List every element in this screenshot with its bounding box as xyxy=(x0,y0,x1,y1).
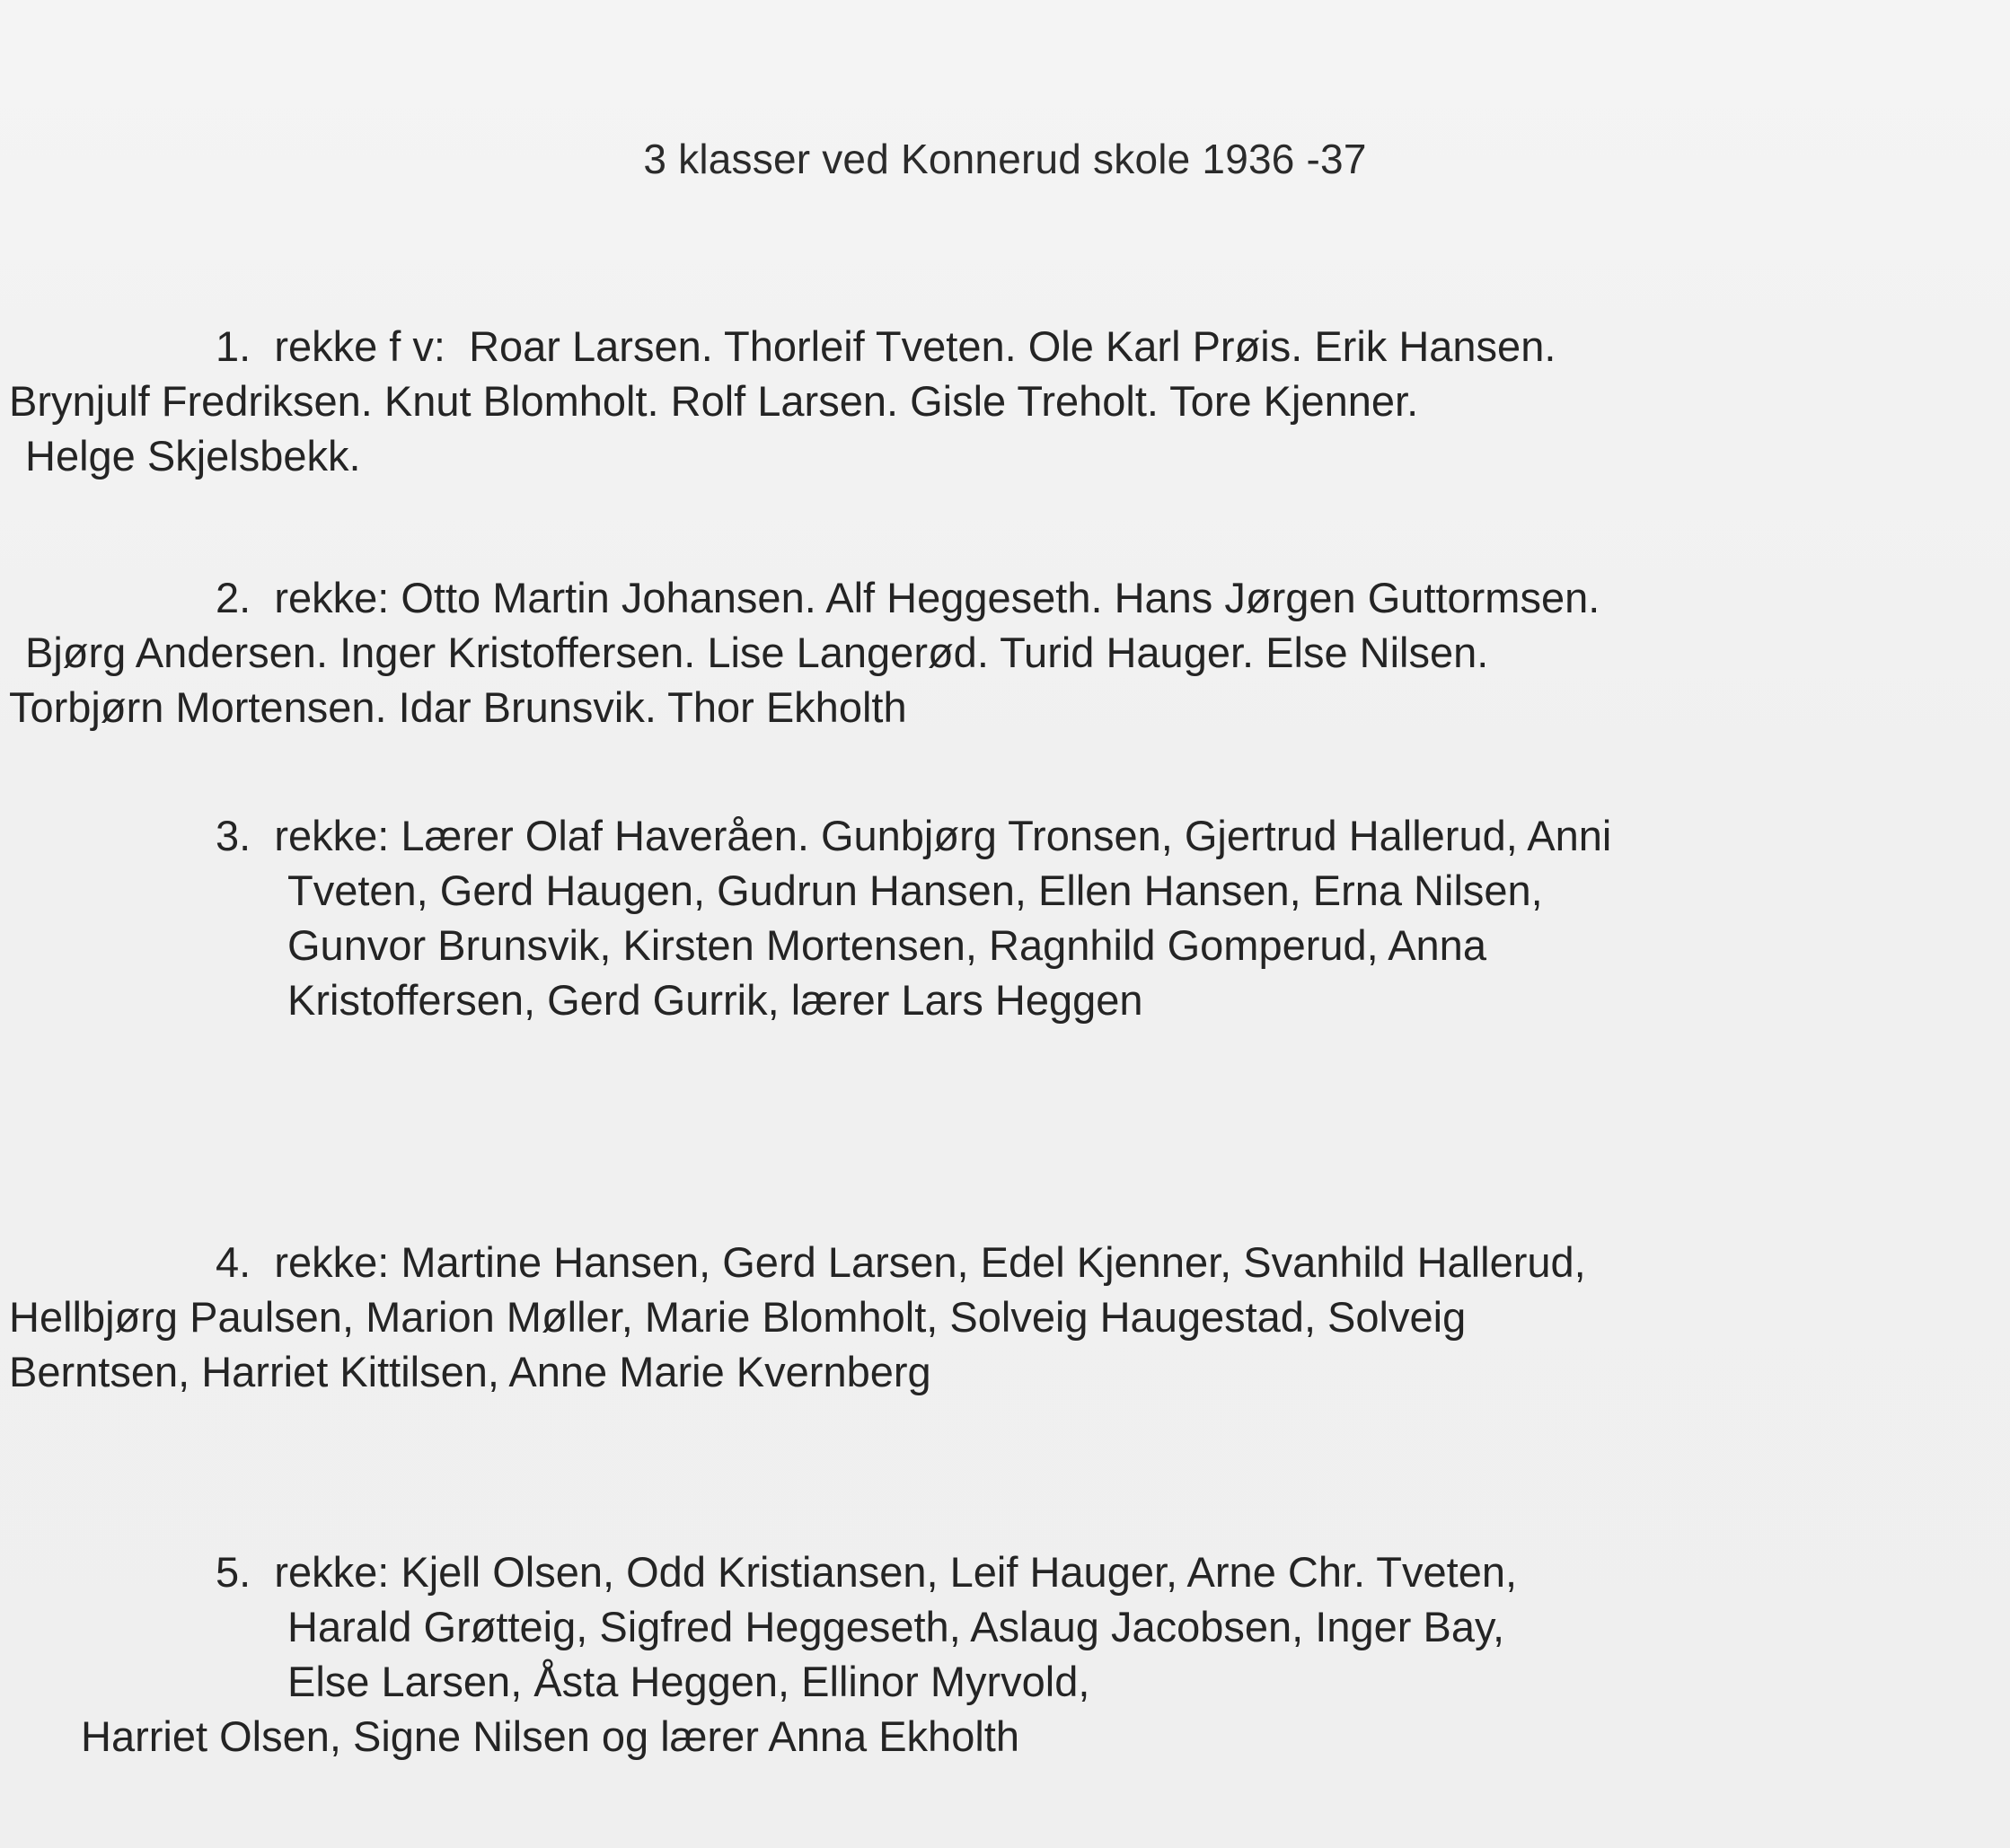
row-2-line-2: Bjørg Andersen. Inger Kristoffersen. Lise Langerød. Turid Hauger. Else Nilsen. xyxy=(25,629,1489,677)
row-5-line-4: Harriet Olsen, Signe Nilsen og lærer Anna Ekholth xyxy=(81,1712,1019,1761)
row-3-line-4: Kristoffersen, Gerd Gurrik, lærer Lars Heggen xyxy=(287,976,1143,1025)
row-5-line-2: Harald Grøtteig, Sigfred Heggeseth, Aslaug Jacobsen, Inger Bay, xyxy=(287,1603,1505,1651)
page-title: 3 klasser ved Konnerud skole 1936 -37 xyxy=(643,136,1367,182)
row-3-paragraph xyxy=(9,808,2003,1027)
row-2-line-3: Torbjørn Mortensen. Idar Brunsvik. Thor Ekholth xyxy=(9,683,907,732)
row-4-paragraph xyxy=(9,1235,2003,1399)
row-1-line-2: Brynjulf Fredriksen. Knut Blomholt. Rolf Larsen. Gisle Treholt. Tore Kjenner. xyxy=(9,377,1419,426)
row-1-line-1: 1. rekke f v: Roar Larsen. Thorleif Tveten. Ole Karl Prøis. Erik Hansen. xyxy=(216,322,1556,370)
row-5-paragraph xyxy=(9,1544,2003,1764)
row-4-line-1: 4. rekke: Martine Hansen, Gerd Larsen, Edel Kjenner, Svanhild Hallerud, xyxy=(216,1238,1586,1286)
row-1-paragraph xyxy=(9,319,2003,483)
row-3-line-3: Gunvor Brunsvik, Kirsten Mortensen, Ragnhild Gomperud, Anna xyxy=(287,921,1486,970)
row-2-paragraph xyxy=(9,570,2003,735)
row-3-line-1: 3. rekke: Lærer Olaf Haveråen. Gunbjørg Tronsen, Gjertrud Hallerud, Anni xyxy=(216,812,1612,859)
row-5-line-1: 5. rekke: Kjell Olsen, Odd Kristiansen, Leif Hauger, Arne Chr. Tveten, xyxy=(216,1548,1518,1596)
row-3-line-2: Tveten, Gerd Haugen, Gudrun Hansen, Ellen Hansen, Erna Nilsen, xyxy=(287,867,1543,915)
row-4-line-2: Hellbjørg Paulsen, Marion Møller, Marie Blomholt, Solveig Haugestad, Solveig xyxy=(9,1293,1467,1342)
row-4-line-3: Berntsen, Harriet Kittilsen, Anne Marie Kvernberg xyxy=(9,1348,931,1396)
row-1-line-3: Helge Skjelsbekk. xyxy=(25,432,361,480)
row-2-line-1: 2. rekke: Otto Martin Johansen. Alf Heggeseth. Hans Jørgen Guttormsen. xyxy=(216,574,1600,621)
row-5-line-3: Else Larsen, Åsta Heggen, Ellinor Myrvold, xyxy=(287,1658,1090,1706)
